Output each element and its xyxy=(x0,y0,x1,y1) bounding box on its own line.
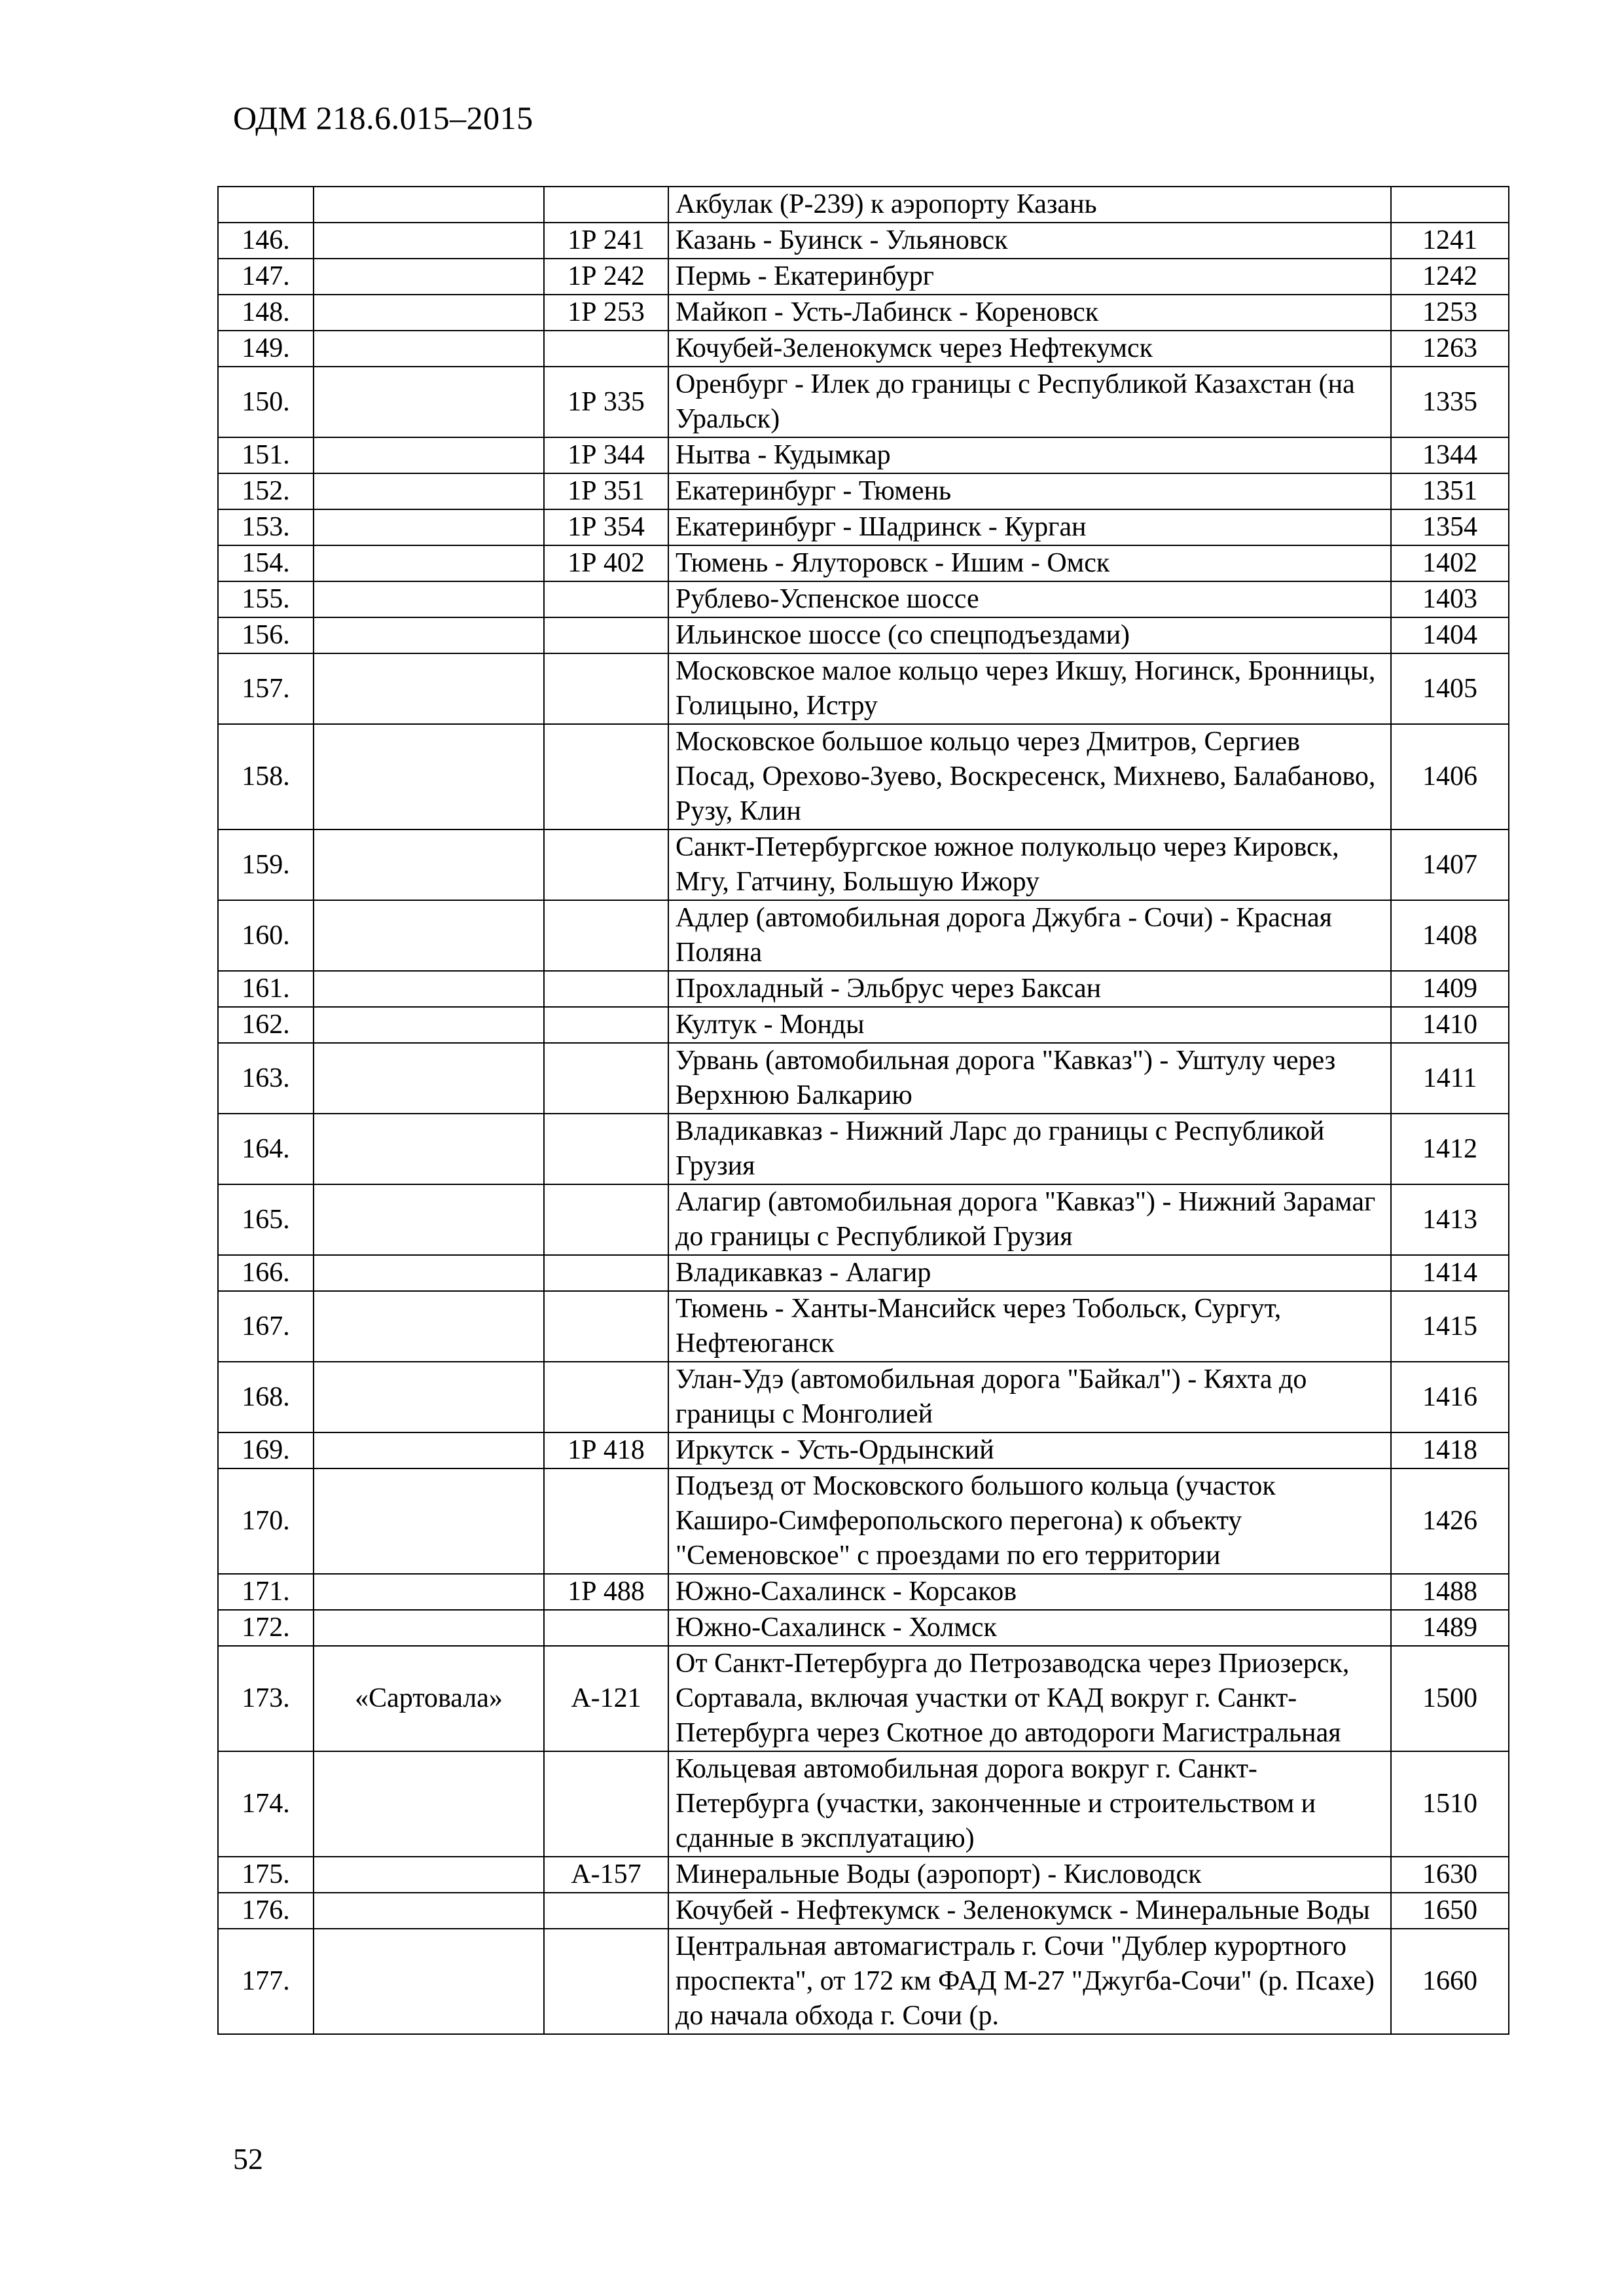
road-name-cell: «Сартовала» xyxy=(314,1646,544,1751)
row-number-cell: 163. xyxy=(218,1043,314,1114)
route-description-cell: Кольцевая автомобильная дорога вокруг г. Санкт-Петербурга (участки, законченные и строительством и сданные в эксплуатацию) xyxy=(668,1751,1391,1857)
table-row xyxy=(218,473,1509,509)
road-name-cell xyxy=(314,1291,544,1362)
row-number-cell: 171. xyxy=(218,1574,314,1610)
route-description-cell: Култук - Монды xyxy=(668,1007,1391,1043)
road-name-cell xyxy=(314,1043,544,1114)
route-description-cell: Адлер (автомобильная дорога Джубга - Сочи) - Красная Поляна xyxy=(668,900,1391,971)
road-code-cell: 1408 xyxy=(1391,900,1509,971)
table-row xyxy=(218,1184,1509,1255)
road-index-cell: 1Р 344 xyxy=(544,437,668,473)
road-index-cell xyxy=(544,331,668,367)
route-description-cell: Нытва - Кудымкар xyxy=(668,437,1391,473)
route-description-cell: Ильинское шоссе (со спецподъездами) xyxy=(668,617,1391,653)
road-name-cell xyxy=(314,437,544,473)
row-number-cell: 165. xyxy=(218,1184,314,1255)
road-index-cell: 1Р 335 xyxy=(544,367,668,437)
road-index-cell xyxy=(544,1362,668,1432)
route-description-cell: Кочубей - Нефтекумск - Зеленокумск - Минеральные Воды xyxy=(668,1893,1391,1929)
route-description-cell: Тюмень - Ханты-Мансийск через Тобольск, Сургут, Нефтеюганск xyxy=(668,1291,1391,1362)
road-index-cell xyxy=(544,617,668,653)
road-index-cell xyxy=(544,900,668,971)
road-name-cell xyxy=(314,259,544,295)
row-number-cell: 160. xyxy=(218,900,314,971)
document-header: ОДМ 218.6.015–2015 xyxy=(233,100,533,136)
road-name-cell xyxy=(314,367,544,437)
road-code-cell: 1500 xyxy=(1391,1646,1509,1751)
table-row xyxy=(218,1255,1509,1291)
table-row xyxy=(218,187,1509,223)
table-row xyxy=(218,331,1509,367)
table-row xyxy=(218,1432,1509,1468)
table-row xyxy=(218,1893,1509,1929)
row-number-cell: 173. xyxy=(218,1646,314,1751)
row-number-cell: 177. xyxy=(218,1929,314,2034)
table-row xyxy=(218,367,1509,437)
road-code-cell: 1414 xyxy=(1391,1255,1509,1291)
table-row xyxy=(218,829,1509,900)
route-description-cell: Московское малое кольцо через Икшу, Ногинск, Бронницы, Голицыно, Истру xyxy=(668,653,1391,724)
road-index-cell xyxy=(544,187,668,223)
route-description-cell: Владикавказ - Алагир xyxy=(668,1255,1391,1291)
road-index-cell xyxy=(544,1184,668,1255)
road-name-cell xyxy=(314,1184,544,1255)
road-code-cell xyxy=(1391,187,1509,223)
row-number-cell: 150. xyxy=(218,367,314,437)
road-index-cell xyxy=(544,971,668,1007)
road-code-cell: 1426 xyxy=(1391,1468,1509,1574)
road-code-cell: 1335 xyxy=(1391,367,1509,437)
road-name-cell xyxy=(314,473,544,509)
table-row xyxy=(218,581,1509,617)
road-code-cell: 1402 xyxy=(1391,545,1509,581)
page-number: 52 xyxy=(233,2142,263,2176)
route-description-cell: Пермь - Екатеринбург xyxy=(668,259,1391,295)
road-code-cell: 1409 xyxy=(1391,971,1509,1007)
table-row xyxy=(218,1291,1509,1362)
route-description-cell: Алагир (автомобильная дорога "Кавказ") - Нижний Зарамаг до границы с Республикой Грузия xyxy=(668,1184,1391,1255)
road-name-cell xyxy=(314,1432,544,1468)
road-name-cell xyxy=(314,900,544,971)
road-name-cell xyxy=(314,971,544,1007)
route-description-cell: Московское большое кольцо через Дмитров, Сергиев Посад, Орехово-Зуево, Воскресенск, Михнево, Балабаново, Рузу, Клин xyxy=(668,724,1391,829)
route-description-cell: Кочубей-Зеленокумск через Нефтекумск xyxy=(668,331,1391,367)
road-code-cell: 1407 xyxy=(1391,829,1509,900)
row-number-cell: 176. xyxy=(218,1893,314,1929)
road-name-cell xyxy=(314,187,544,223)
table-row xyxy=(218,509,1509,545)
table-row xyxy=(218,545,1509,581)
table-row xyxy=(218,1114,1509,1184)
road-code-cell: 1354 xyxy=(1391,509,1509,545)
row-number-cell: 167. xyxy=(218,1291,314,1362)
road-index-cell: 1Р 242 xyxy=(544,259,668,295)
route-description-cell: Подъезд от Московского большого кольца (участок Каширо-Симферопольского перегона) к объекту "Семеновское" с проездами по его территории xyxy=(668,1468,1391,1574)
row-number-cell: 175. xyxy=(218,1857,314,1893)
road-code-cell: 1351 xyxy=(1391,473,1509,509)
table-row xyxy=(218,1043,1509,1114)
row-number-cell: 152. xyxy=(218,473,314,509)
table-row xyxy=(218,1468,1509,1574)
row-number-cell: 172. xyxy=(218,1610,314,1646)
route-description-cell: Южно-Сахалинск - Холмск xyxy=(668,1610,1391,1646)
road-code-cell: 1406 xyxy=(1391,724,1509,829)
road-index-cell xyxy=(544,1043,668,1114)
route-description-cell: Тюмень - Ялуторовск - Ишим - Омск xyxy=(668,545,1391,581)
road-name-cell xyxy=(314,581,544,617)
road-code-cell: 1630 xyxy=(1391,1857,1509,1893)
road-index-cell xyxy=(544,1751,668,1857)
row-number-cell: 162. xyxy=(218,1007,314,1043)
table-row xyxy=(218,617,1509,653)
road-name-cell xyxy=(314,1114,544,1184)
table-row xyxy=(218,223,1509,259)
road-code-cell: 1488 xyxy=(1391,1574,1509,1610)
row-number-cell: 169. xyxy=(218,1432,314,1468)
road-code-cell: 1404 xyxy=(1391,617,1509,653)
route-description-cell: Центральная автомагистраль г. Сочи "Дублер курортного проспекта", от 172 км ФАД М-27 "Джугба-Сочи" (р. Псахе) до начала обхода г. Сочи (р. xyxy=(668,1929,1391,2034)
row-number-cell xyxy=(218,187,314,223)
row-number-cell: 174. xyxy=(218,1751,314,1857)
road-index-cell xyxy=(544,653,668,724)
row-number-cell: 147. xyxy=(218,259,314,295)
row-number-cell: 155. xyxy=(218,581,314,617)
table-row xyxy=(218,437,1509,473)
road-index-cell xyxy=(544,1468,668,1574)
road-code-cell: 1416 xyxy=(1391,1362,1509,1432)
road-name-cell xyxy=(314,653,544,724)
route-description-cell: Рублево-Успенское шоссе xyxy=(668,581,1391,617)
road-name-cell xyxy=(314,295,544,331)
route-description-cell: Иркутск - Усть-Ордынский xyxy=(668,1432,1391,1468)
route-description-cell: Урвань (автомобильная дорога "Кавказ") - Уштулу через Верхнюю Балкарию xyxy=(668,1043,1391,1114)
road-code-cell: 1412 xyxy=(1391,1114,1509,1184)
road-code-cell: 1411 xyxy=(1391,1043,1509,1114)
row-number-cell: 164. xyxy=(218,1114,314,1184)
road-code-cell: 1489 xyxy=(1391,1610,1509,1646)
route-description-cell: Оренбург - Илек до границы с Республикой Казахстан (на Уральск) xyxy=(668,367,1391,437)
road-index-cell: 1Р 402 xyxy=(544,545,668,581)
road-name-cell xyxy=(314,545,544,581)
road-index-cell xyxy=(544,1255,668,1291)
route-description-cell: Майкоп - Усть-Лабинск - Кореновск xyxy=(668,295,1391,331)
roads-table-body xyxy=(218,187,1509,2034)
road-index-cell: 1Р 418 xyxy=(544,1432,668,1468)
road-code-cell: 1410 xyxy=(1391,1007,1509,1043)
route-description-cell: Екатеринбург - Тюмень xyxy=(668,473,1391,509)
road-index-cell xyxy=(544,1114,668,1184)
roads-table xyxy=(217,186,1509,2035)
row-number-cell: 154. xyxy=(218,545,314,581)
road-name-cell xyxy=(314,617,544,653)
road-index-cell xyxy=(544,829,668,900)
road-code-cell: 1242 xyxy=(1391,259,1509,295)
road-code-cell: 1403 xyxy=(1391,581,1509,617)
route-description-cell: Владикавказ - Нижний Ларс до границы с Республикой Грузия xyxy=(668,1114,1391,1184)
table-row xyxy=(218,900,1509,971)
road-index-cell: 1Р 253 xyxy=(544,295,668,331)
road-code-cell: 1418 xyxy=(1391,1432,1509,1468)
road-code-cell: 1413 xyxy=(1391,1184,1509,1255)
road-name-cell xyxy=(314,1007,544,1043)
route-description-cell: От Санкт-Петербурга до Петрозаводска через Приозерск, Сортавала, включая участки от КАД вокруг г. Санкт-Петербурга через Скотное до автодороги Магистральная xyxy=(668,1646,1391,1751)
road-index-cell xyxy=(544,1291,668,1362)
row-number-cell: 161. xyxy=(218,971,314,1007)
road-name-cell xyxy=(314,223,544,259)
row-number-cell: 146. xyxy=(218,223,314,259)
road-index-cell xyxy=(544,724,668,829)
route-description-cell: Казань - Буинск - Ульяновск xyxy=(668,223,1391,259)
road-name-cell xyxy=(314,724,544,829)
road-name-cell xyxy=(314,1857,544,1893)
road-name-cell xyxy=(314,1610,544,1646)
road-name-cell xyxy=(314,1751,544,1857)
table-row xyxy=(218,1857,1509,1893)
road-index-cell: 1Р 351 xyxy=(544,473,668,509)
road-code-cell: 1405 xyxy=(1391,653,1509,724)
table-row xyxy=(218,1574,1509,1610)
table-row xyxy=(218,1007,1509,1043)
road-index-cell: 1Р 488 xyxy=(544,1574,668,1610)
road-code-cell: 1263 xyxy=(1391,331,1509,367)
table-row xyxy=(218,1362,1509,1432)
row-number-cell: 168. xyxy=(218,1362,314,1432)
route-description-cell: Минеральные Воды (аэропорт) - Кисловодск xyxy=(668,1857,1391,1893)
table-row xyxy=(218,1929,1509,2034)
row-number-cell: 148. xyxy=(218,295,314,331)
row-number-cell: 166. xyxy=(218,1255,314,1291)
route-description-cell: Улан-Удэ (автомобильная дорога "Байкал") - Кяхта до границы с Монголией xyxy=(668,1362,1391,1432)
road-code-cell: 1660 xyxy=(1391,1929,1509,2034)
row-number-cell: 170. xyxy=(218,1468,314,1574)
road-index-cell: А-157 xyxy=(544,1857,668,1893)
row-number-cell: 151. xyxy=(218,437,314,473)
road-code-cell: 1415 xyxy=(1391,1291,1509,1362)
road-name-cell xyxy=(314,1468,544,1574)
road-code-cell: 1241 xyxy=(1391,223,1509,259)
table-row xyxy=(218,1751,1509,1857)
road-index-cell: А-121 xyxy=(544,1646,668,1751)
road-index-cell xyxy=(544,1007,668,1043)
row-number-cell: 149. xyxy=(218,331,314,367)
road-index-cell: 1Р 354 xyxy=(544,509,668,545)
road-index-cell xyxy=(544,1610,668,1646)
row-number-cell: 158. xyxy=(218,724,314,829)
road-index-cell: 1Р 241 xyxy=(544,223,668,259)
road-index-cell xyxy=(544,1929,668,2034)
table-row xyxy=(218,259,1509,295)
table-row xyxy=(218,971,1509,1007)
road-name-cell xyxy=(314,1362,544,1432)
road-code-cell: 1650 xyxy=(1391,1893,1509,1929)
row-number-cell: 156. xyxy=(218,617,314,653)
route-description-cell: Екатеринбург - Шадринск - Курган xyxy=(668,509,1391,545)
route-description-cell: Прохладный - Эльбрус через Баксан xyxy=(668,971,1391,1007)
table-row xyxy=(218,724,1509,829)
route-description-cell: Южно-Сахалинск - Корсаков xyxy=(668,1574,1391,1610)
route-description-cell: Санкт-Петербургское южное полукольцо через Кировск, Мгу, Гатчину, Большую Ижору xyxy=(668,829,1391,900)
road-name-cell xyxy=(314,1574,544,1610)
road-code-cell: 1253 xyxy=(1391,295,1509,331)
table-row xyxy=(218,1610,1509,1646)
road-name-cell xyxy=(314,509,544,545)
row-number-cell: 157. xyxy=(218,653,314,724)
table-row xyxy=(218,295,1509,331)
road-name-cell xyxy=(314,331,544,367)
table-row xyxy=(218,1646,1509,1751)
road-code-cell: 1510 xyxy=(1391,1751,1509,1857)
road-code-cell: 1344 xyxy=(1391,437,1509,473)
row-number-cell: 159. xyxy=(218,829,314,900)
road-index-cell xyxy=(544,1893,668,1929)
row-number-cell: 153. xyxy=(218,509,314,545)
route-description-cell: Акбулак (Р-239) к аэропорту Казань xyxy=(668,187,1391,223)
road-name-cell xyxy=(314,1929,544,2034)
road-name-cell xyxy=(314,829,544,900)
road-name-cell xyxy=(314,1255,544,1291)
road-name-cell xyxy=(314,1893,544,1929)
table-row xyxy=(218,653,1509,724)
road-index-cell xyxy=(544,581,668,617)
